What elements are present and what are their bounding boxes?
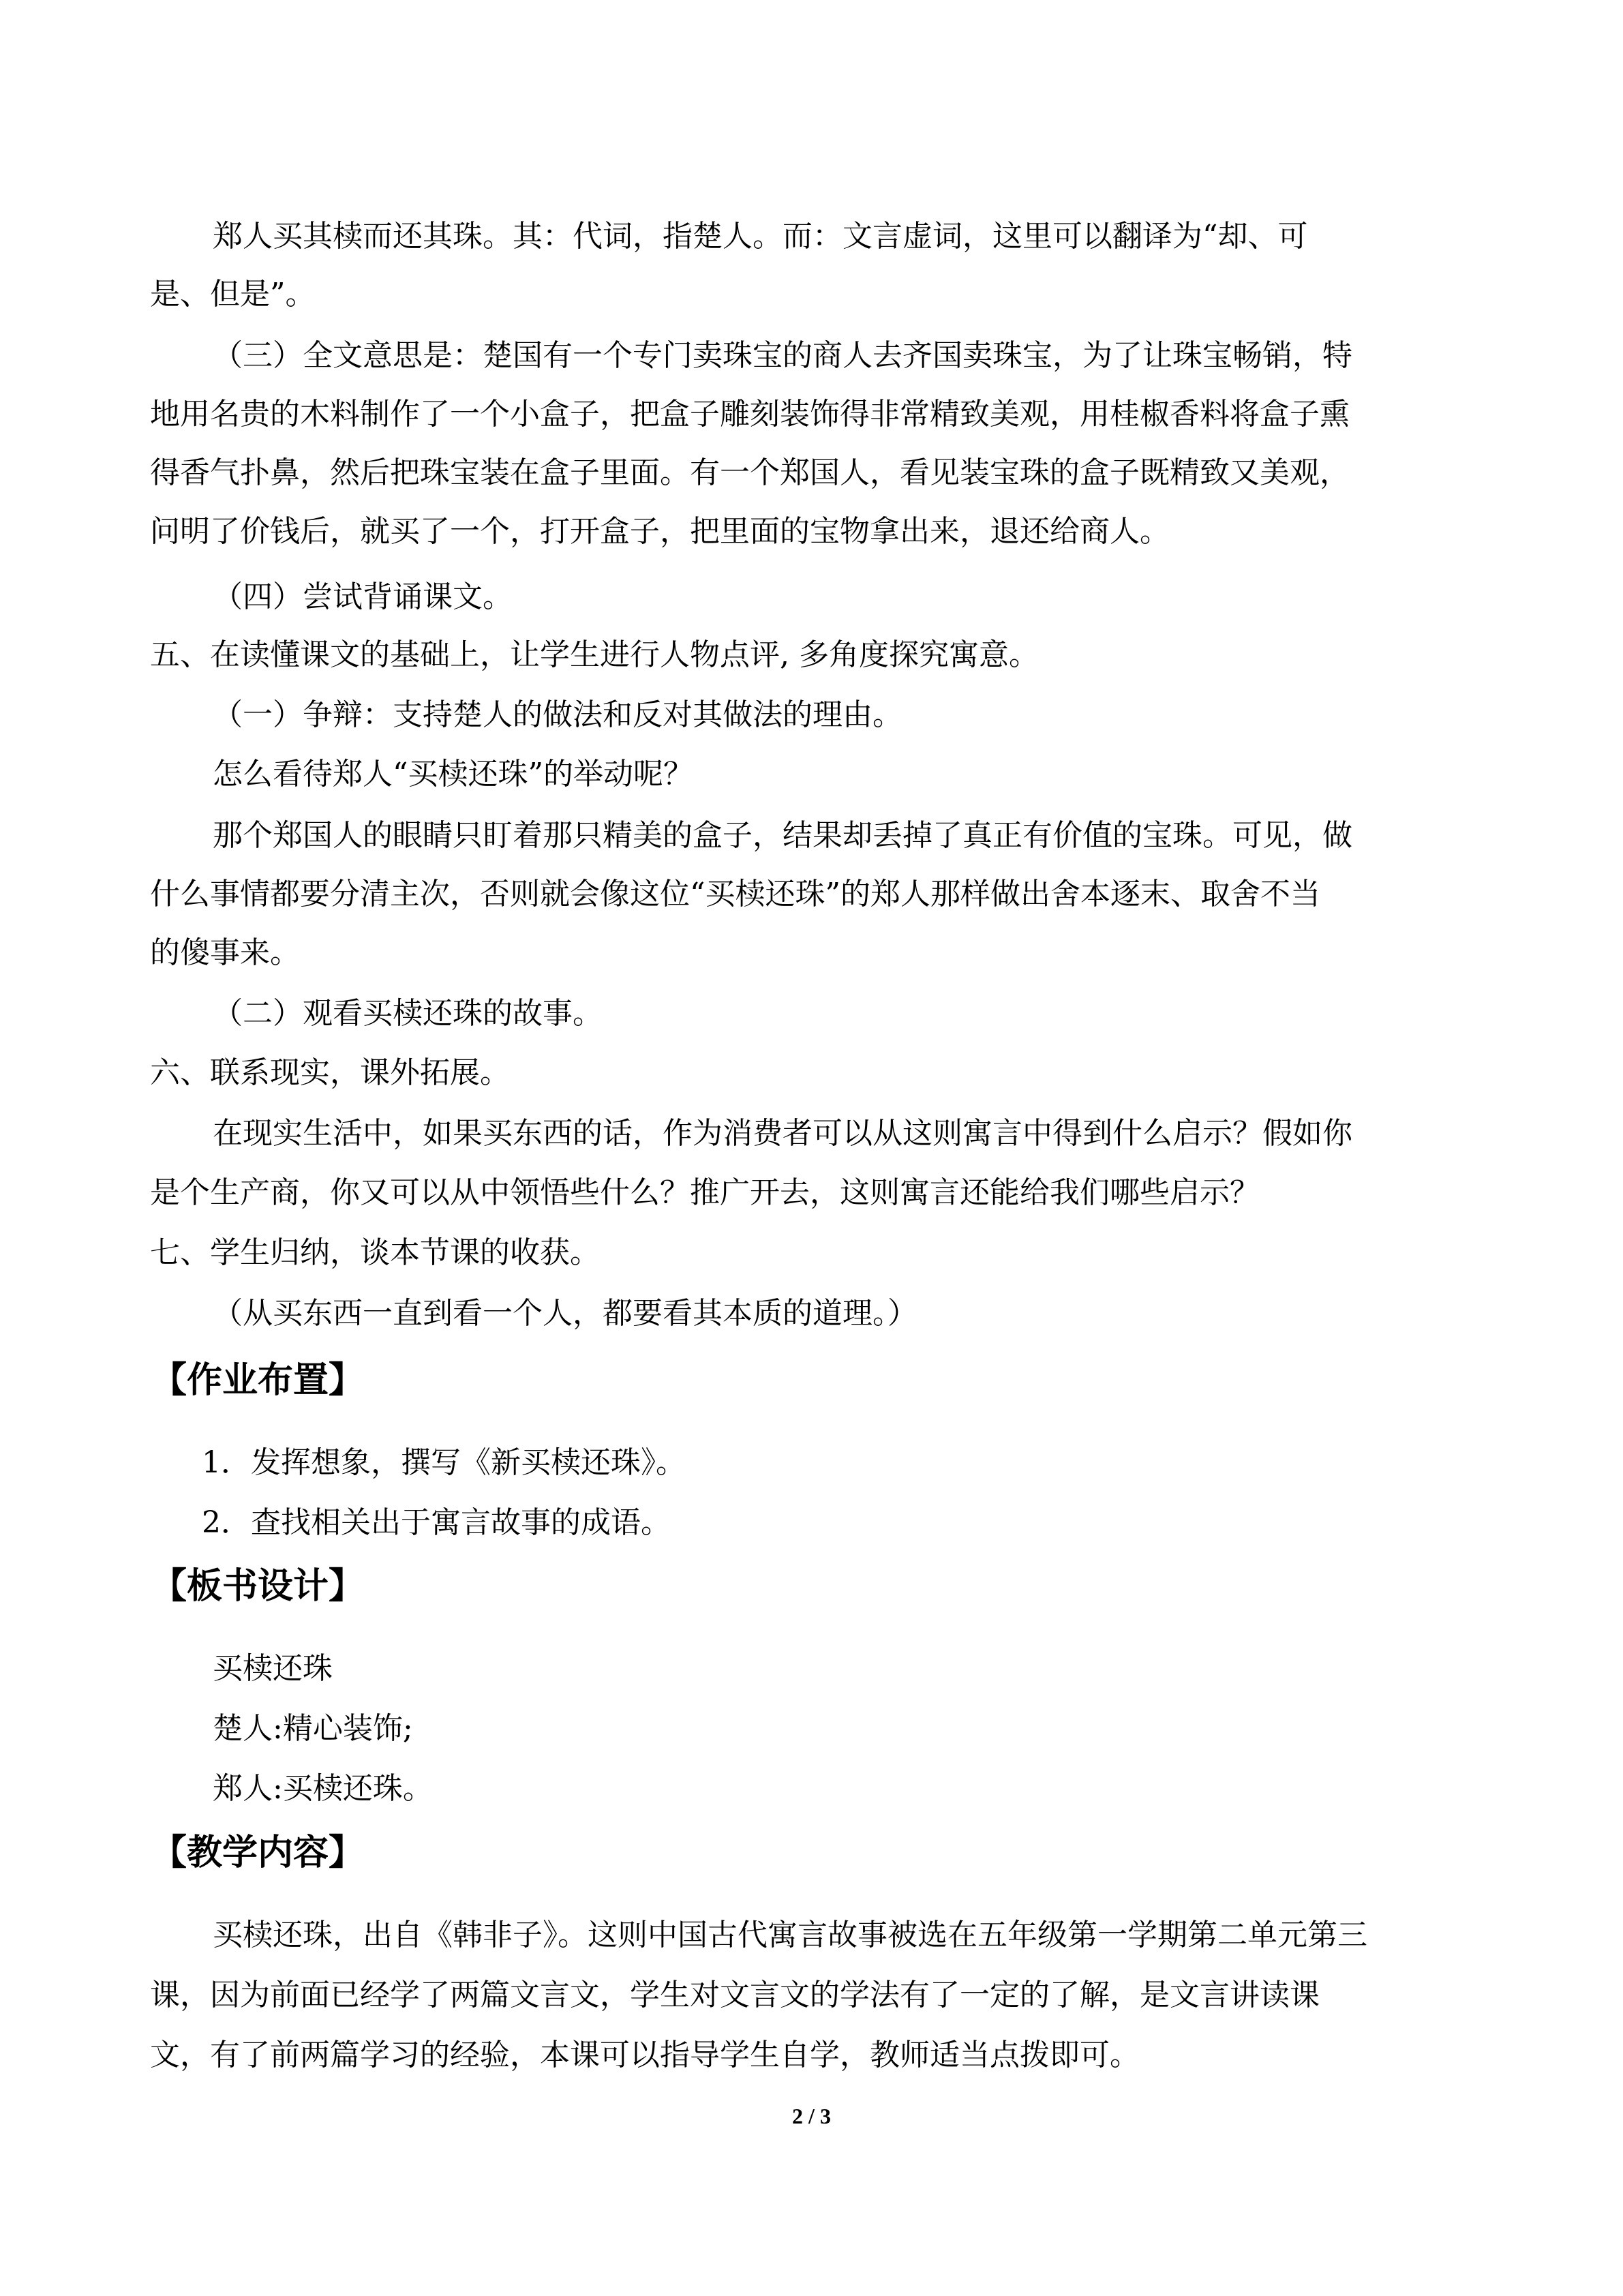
board-design-item: 楚人:精心装饰;: [213, 1711, 413, 1746]
body-line: 怎么看待郑人“买椟还珠”的举动呢？: [213, 757, 693, 791]
body-line: 在现实生活中，如果买东西的话，作为消费者可以从这则寓言中得到什么启示？假如你: [213, 1116, 1352, 1151]
body-line: 是、但是”。: [150, 277, 316, 312]
board-design-item: 买椟还珠: [213, 1651, 333, 1686]
board-design-heading: 【板书设计】: [151, 1566, 365, 1607]
page-number: 2 / 3: [792, 2104, 831, 2128]
body-line: （一）争辩：支持楚人的做法和反对其做法的理由。: [213, 697, 902, 732]
body-line: 的傻事来。: [150, 935, 300, 970]
homework-heading: 【作业布置】: [151, 1360, 365, 1401]
body-line: 文，有了前两篇学习的经验，本课可以指导学生自学，教师适当点拨即可。: [150, 2038, 1140, 2072]
body-line: （四）尝试背诵课文。: [213, 579, 513, 614]
teaching-content-heading: 【教学内容】: [151, 1832, 365, 1873]
body-line: （三）全文意思是：楚国有一个专门卖珠宝的商人去齐国卖珠宝，为了让珠宝畅销，特: [213, 338, 1352, 373]
body-line: 问明了价钱后，就买了一个，打开盒子，把里面的宝物拿出来，退还给商人。: [150, 514, 1170, 549]
body-line: （从买东西一直到看一个人，都要看其本质的道理。）: [213, 1296, 917, 1331]
body-line: 郑人买其椟而还其珠。其：代词，指楚人。而：文言虚词，这里可以翻译为“却、可: [213, 219, 1308, 254]
body-line: 是个生产商，你又可以从中领悟些什么？推广开去，这则寓言还能给我们哪些启示？: [150, 1175, 1260, 1210]
section-line: 七、学生归纳，谈本节课的收获。: [150, 1235, 600, 1270]
homework-item: 2．查找相关出于寓言故事的成语。: [202, 1505, 671, 1540]
body-line: 那个郑国人的眼睛只盯着那只精美的盒子，结果却丢掉了真正有价值的宝珠。可见，做: [213, 818, 1352, 853]
body-line: （二）观看买椟还珠的故事。: [213, 996, 603, 1031]
section-line: 六、联系现实，课外拓展。: [150, 1055, 510, 1090]
homework-item: 1．发挥想象，撰写《新买椟还珠》。: [202, 1445, 686, 1480]
board-design-item: 郑人:买椟还珠。: [213, 1771, 433, 1806]
body-line: 得香气扑鼻，然后把珠宝装在盒子里面。有一个郑国人，看见装宝珠的盒子既精致又美观，: [150, 455, 1350, 490]
body-line: 课，因为前面已经学了两篇文言文，学生对文言文的学法有了一定的了解，是文言讲读课: [150, 1978, 1320, 2012]
section-line: 五、在读懂课文的基础上，让学生进行人物点评, 多角度探究寓意。: [150, 637, 1039, 672]
body-line: 什么事情都要分清主次，否则就会像这位“买椟还珠”的郑人那样做出舍本逐末、取舍不当: [150, 877, 1320, 911]
body-line: 买椟还珠，出自《韩非子》。这则中国古代寓言故事被选在五年级第一学期第二单元第三: [213, 1918, 1367, 1952]
body-line: 地用名贵的木料制作了一个小盒子，把盒子雕刻装饰得非常精致美观，用桂椒香料将盒子熏: [150, 397, 1350, 432]
